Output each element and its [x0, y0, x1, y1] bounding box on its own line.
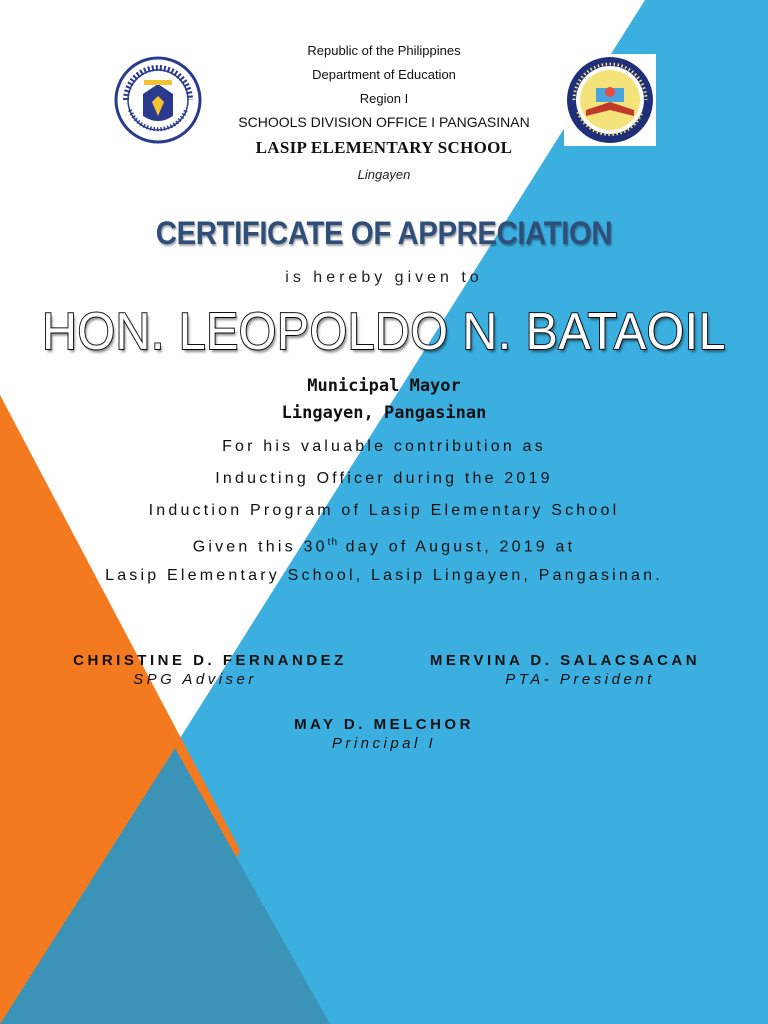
body-line-1: For his valuable contribution as [222, 438, 546, 455]
signatory-name: MERVINA D. SALACSACAN [429, 652, 701, 669]
signatory-pta-president [400, 652, 730, 688]
header-department: Department of Education [312, 67, 456, 82]
recipient-location: Lingayen, Pangasinan [281, 403, 487, 423]
signatory-title: SPG Adviser [133, 671, 257, 688]
school-town: Lingayen [357, 167, 411, 182]
recipient-position: Municipal Mayor [307, 376, 461, 396]
signatory-principal [0, 716, 768, 752]
body-line-4 [0, 527, 768, 563]
signatory-spg-adviser [40, 652, 380, 688]
school-name: LASIP ELEMENTARY SCHOOL [255, 138, 513, 157]
header-region: Region I [359, 91, 409, 106]
date-ordinal-suffix: th [327, 537, 339, 548]
given-to-text: is hereby given to [285, 269, 483, 286]
recipient-name: HON. LEOPOLDO N. BATAOIL [42, 303, 726, 361]
date-text-end: day of August, 2019 at [338, 538, 576, 556]
body-line-2: Inducting Officer during the 2019 [215, 470, 553, 487]
signatory-title: PTA- President [505, 671, 655, 688]
header-division: SCHOOLS DIVISION OFFICE I PANGASINAN [238, 114, 530, 130]
certificate-title: CERTIFICATE OF APPRECIATION [155, 215, 613, 251]
header-republic: Republic of the Philippines [307, 43, 461, 58]
signatory-title: Principal I [331, 735, 437, 752]
signatory-name: MAY D. MELCHOR [294, 716, 474, 733]
body-line-3: Induction Program of Lasip Elementary School [148, 502, 620, 519]
date-text-start: Given this 30 [192, 538, 328, 556]
signatory-name: CHRISTINE D. FERNANDEZ [73, 652, 347, 669]
body-line-5: Lasip Elementary School, Lasip Lingayen, Pangasinan. [105, 567, 663, 584]
